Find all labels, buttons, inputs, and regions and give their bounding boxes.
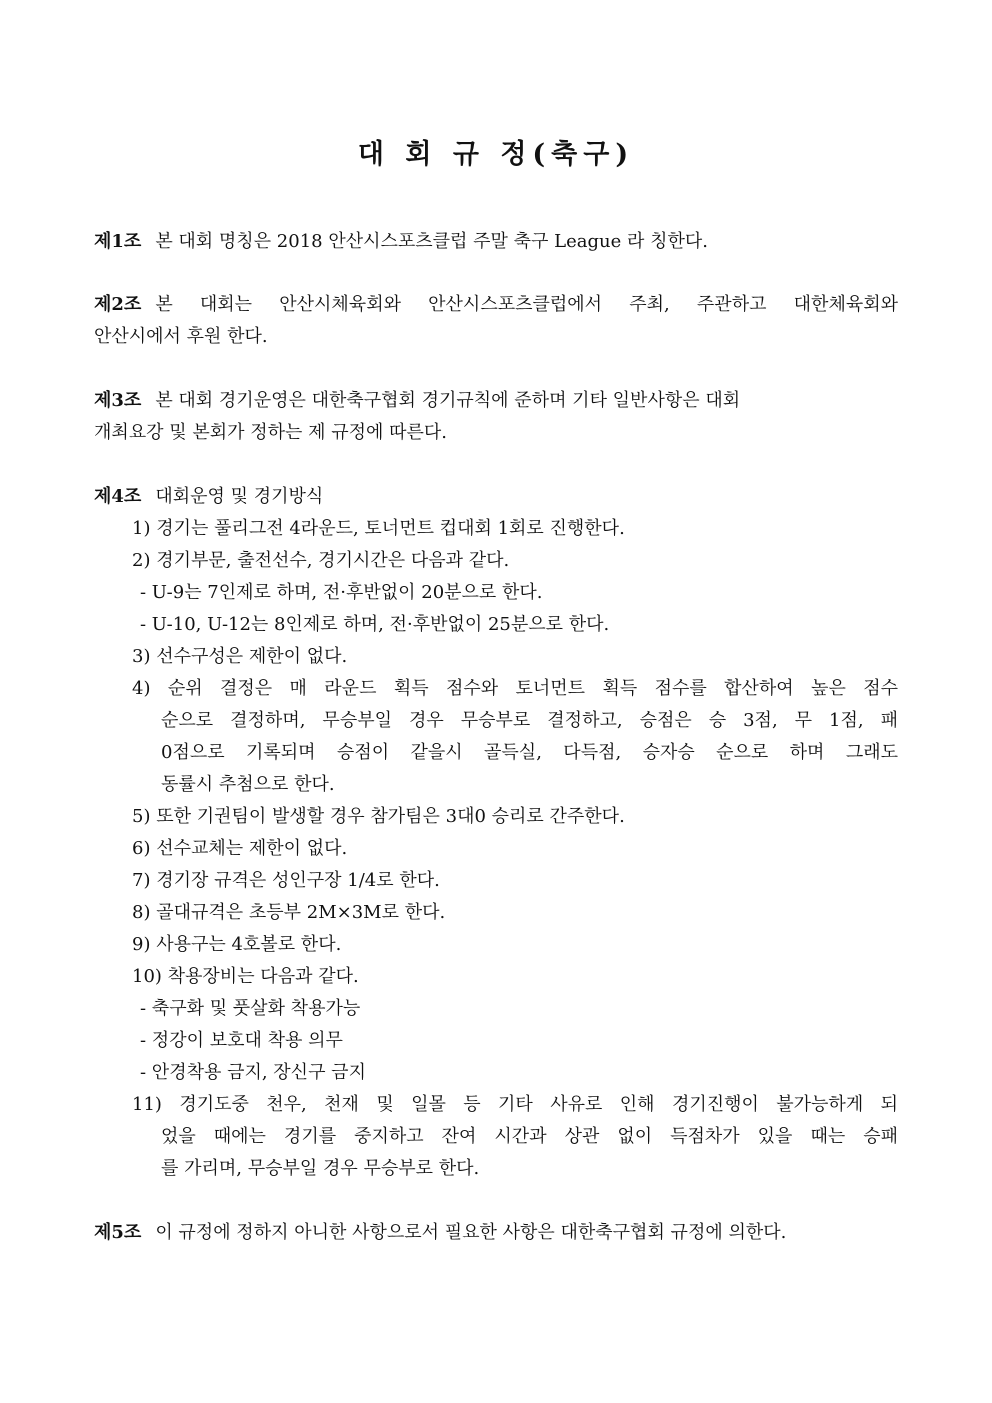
article-1 <box>94 230 708 254</box>
sub-list-item: - 안경착용 금지, 장신구 금지 <box>140 1062 366 1083</box>
article-3-line-2: 개최요강 및 본회가 정하는 제 규정에 따른다. <box>94 422 448 443</box>
document-title: 대 회 규 정(축구) <box>357 139 635 170</box>
sub-list-item: - U-10, U-12는 8인제로 하며, 전·후반없이 25분으로 한다. <box>140 614 610 635</box>
sub-list-item: - U-9는 7인제로 하며, 전·후반없이 20분으로 한다. <box>140 582 543 603</box>
article-2-text-1: 본 대회는 안산시체육회와 안산시스포츠클럽에서 주최, 주관하고 대한체육회와 <box>155 294 898 315</box>
article-5-text: 이 규정에 정하지 아니한 사항으로서 필요한 사항은 대한축구협회 규정에 의한다. <box>155 1222 787 1243</box>
article-3-text-1: 본 대회 경기운영은 대한축구협회 경기규칙에 준하며 기타 일반사항은 대회 <box>155 390 741 411</box>
list-item-continuation: 동률시 추첨으로 한다. <box>161 774 335 795</box>
article-5 <box>94 1221 786 1245</box>
article-4-heading-text: 대회운영 및 경기방식 <box>155 486 324 507</box>
article-2-line-2: 안산시에서 후원 한다. <box>94 326 268 347</box>
sub-list-item: - 축구화 및 풋살화 착용가능 <box>140 998 361 1019</box>
list-item: 3) 선수구성은 제한이 없다. <box>132 646 348 667</box>
list-item: 9) 사용구는 4호볼로 한다. <box>132 934 342 955</box>
list-item: 2) 경기부문, 출전선수, 경기시간은 다음과 같다. <box>132 550 510 571</box>
article-2-line-1 <box>94 293 898 317</box>
sub-list-item: - 정강이 보호대 착용 의무 <box>140 1030 343 1051</box>
article-5-label: 제5조 <box>94 1222 142 1243</box>
list-item-continuation: 를 가리며, 무승부일 경우 무승부로 한다. <box>161 1158 480 1179</box>
article-4-heading <box>94 485 323 509</box>
article-4-label: 제4조 <box>94 486 142 507</box>
article-3-label: 제3조 <box>94 390 142 411</box>
article-3-line-1 <box>94 389 740 413</box>
list-item: 10) 착용장비는 다음과 같다. <box>132 966 359 987</box>
list-item: 5) 또한 기권팀이 발생할 경우 참가팀은 3대0 승리로 간주한다. <box>132 806 625 827</box>
list-item-continuation: 0점으로 기록되며 승점이 같을시 골득실, 다득점, 승자승 순으로 하며 그래도 <box>161 742 898 763</box>
list-item-continuation: 었을 때에는 경기를 중지하고 잔여 시간과 상관 없이 득점차가 있을 때는 승패 <box>161 1126 898 1147</box>
list-item: 7) 경기장 규격은 성인구장 1/4로 한다. <box>132 870 440 891</box>
article-2-label: 제2조 <box>94 294 142 315</box>
article-1-label: 제1조 <box>94 231 142 252</box>
list-item: 4) 순위 결정은 매 라운드 획득 점수와 토너먼트 획득 점수를 합산하여 높은 점수 <box>132 678 898 699</box>
list-item-continuation: 순으로 결정하며, 무승부일 경우 무승부로 결정하고, 승점은 승 3점, 무 1점, 패 <box>161 710 898 731</box>
list-item: 1) 경기는 풀리그전 4라운드, 토너먼트 컵대회 1회로 진행한다. <box>132 518 625 539</box>
list-item: 6) 선수교체는 제한이 없다. <box>132 838 348 859</box>
article-1-text: 본 대회 명칭은 2018 안산시스포츠클럽 주말 축구 League 라 칭한다. <box>155 231 708 252</box>
list-item: 11) 경기도중 천우, 천재 및 일몰 등 기타 사유로 인해 경기진행이 불가능하게 되 <box>132 1094 898 1115</box>
list-item: 8) 골대규격은 초등부 2M×3M로 한다. <box>132 902 446 923</box>
